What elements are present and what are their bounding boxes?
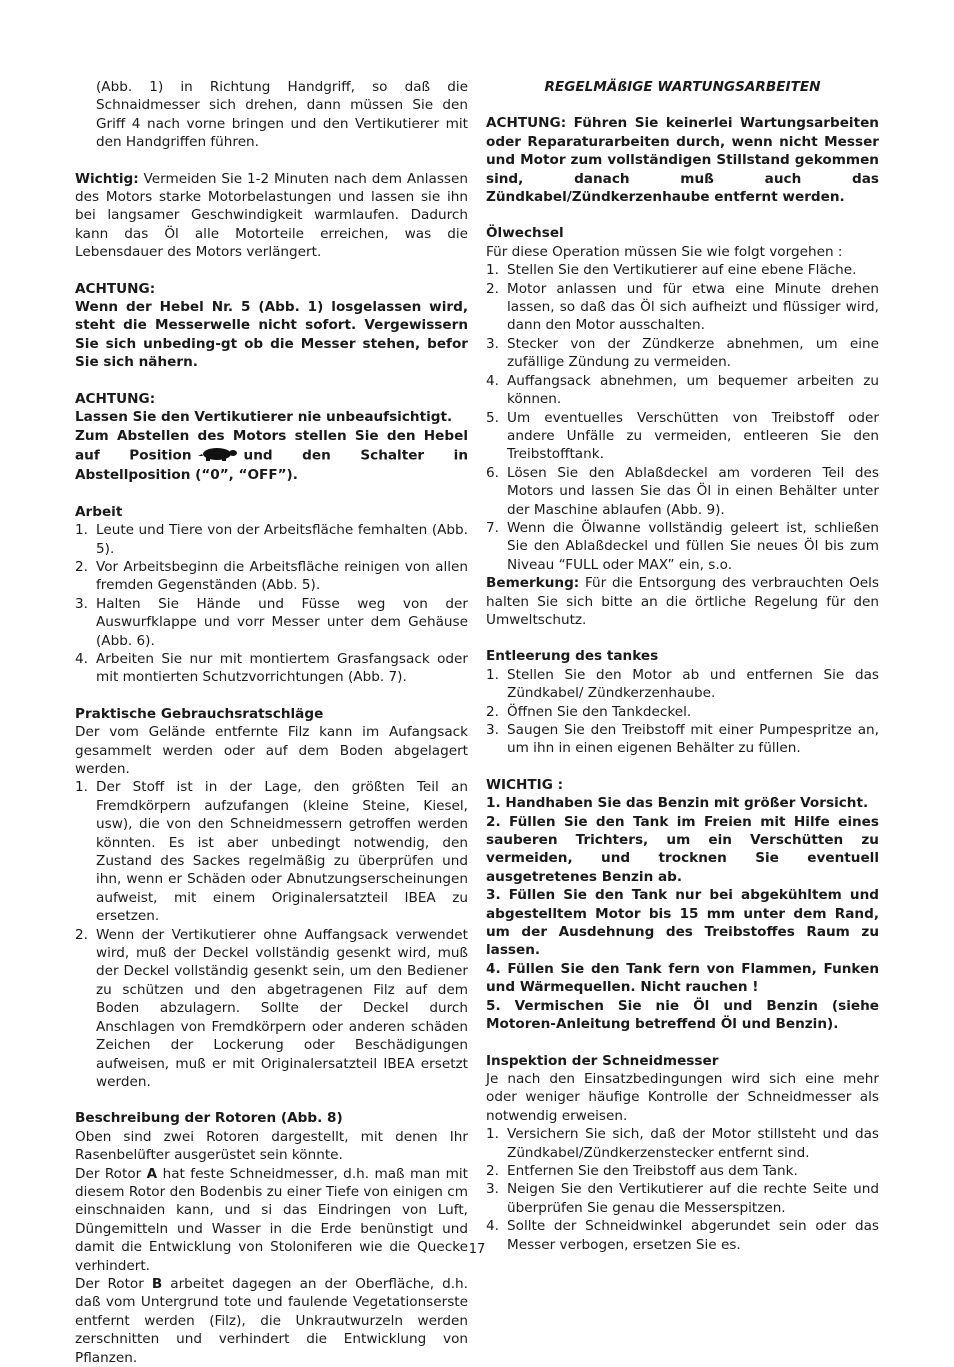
inspektion-list xyxy=(486,1125,879,1254)
oel-list xyxy=(486,261,879,574)
list-item: 6. Lösen Sie den Ablaßdeckel am vorderen Teil des Motors und lassen Sie das Öl in einen Behälter unter der Maschine ablaufen (Abb. 9). xyxy=(486,464,879,518)
list-item: 4. Auffangsack abnehmen, um bequemer arbeiten zu können. xyxy=(486,372,879,408)
list-item: 3. Stecker von der Zündkerze abnehmen, um eine zufällige Zündung zu vermeiden. xyxy=(486,335,879,371)
inspektion-intro: Je nach den Einsatzbedingungen wird sich eine mehr oder weniger häufige Kontrolle der Schneidmesser als notwendig erweisen. xyxy=(486,1070,879,1124)
oel-intro: Für diese Operation müssen Sie wie folgt vorgehen : xyxy=(486,243,843,260)
rotor-title: Beschreibung der Rotoren (Abb. 8) xyxy=(75,1110,343,1127)
achtung1-title: ACHTUNG: xyxy=(75,280,156,297)
list-item: 5. Um eventuelles Verschütten von Treibstoff oder andere Unfälle zu vermeiden, entleeren Sie den Treibstofftank. xyxy=(486,409,879,463)
praktisch-list xyxy=(75,778,468,1091)
achtung2-line2 xyxy=(75,427,468,485)
list-item: 2. Wenn der Vertikutierer ohne Auffangsack verwendet wird, muß der Deckel vollständig gesenkt wird, muß der Deckel vollständig gesenkt sein, um den Bediener zu schützen und den abgetragenen Filz auf dem Boden abzulagern. Sollte der Deckel durch Anschlagen von Fremdkörpern oder anderen schäden Zeichen der Lockerung oder Beschädigungen aufweisen, muß er mit Originalersatzteil IBEA ersetzt werden. xyxy=(75,926,468,1090)
wichtig-paragraph xyxy=(75,170,468,262)
praktisch-title: Praktische Gebrauchsratschläge xyxy=(75,705,324,722)
wichtig-text: Vermeiden Sie 1-2 Minuten nach dem Anlassen des Motors starke Motorbelastungen und lassen sie ihn bei langsamer Geschwindigkeit warmlaufen. Dadurch kann das Öl alle Motorteile erreichen, was die Lebensdauer des Motors verlängert. xyxy=(75,170,468,261)
list-item: 3. Neigen Sie den Vertikutierer auf die rechte Seite und überprüfen Sie genau die Messerspitzen. xyxy=(486,1181,879,1216)
achtung-paragraph: ACHTUNG: Führen Sie keinerlei Wartungsarbeiten oder Reparaturarbeiten durch, wenn nicht Messer und Motor zum vollständigen Stillstand gekommen sind, danach muß auch das Zündkabel/Zündkerzenhaube entfernt werden. xyxy=(486,115,879,206)
wichtig-item: 1. Handhaben Sie das Benzin mit größer Vorsicht. xyxy=(486,795,869,812)
oel-title: Ölwechsel xyxy=(486,225,564,242)
arbeit-title: Arbeit xyxy=(75,503,123,520)
achtung1-text: Wenn der Hebel Nr. 5 (Abb. 1) losgelassen wird, steht die Messerwelle nicht sofort. Vergewissern Sie sich unbeding-gt ob die Messer stehen, befor Sie sich nähern. xyxy=(75,299,468,371)
inspektion-title: Inspektion der Schneidmesser xyxy=(486,1052,719,1069)
arbeit-list xyxy=(75,521,468,687)
wichtig-item: 4. Füllen Sie den Tank fern von Flammen, Funken und Wärmequellen. Nicht rauchen ! xyxy=(486,960,879,996)
wichtig-label: Wichtig: xyxy=(75,170,139,187)
achtung2-line1: Lassen Sie den Vertikutierer nie unbeaufsichtigt. xyxy=(75,409,453,426)
list-item: 1. Stellen Sie den Motor ab und entfernen Sie das Zündkabel/ Zündkerzenhaube. xyxy=(486,666,879,702)
rotor-b-paragraph: Der Rotor B arbeitet dagegen an der Oberfläche, d.h. daß vom Untergrund tote und faulende Vegetationserste entfernt werden (Filz), die Unkrautwurzeln werden zerschnitten und verhindert die Entwicklung von Pflanzen. xyxy=(75,1275,468,1366)
rotor-a-paragraph: Der Rotor A hat feste Schneidmesser, d.h. maß man mit diesem Rotor den Bodenbis zu einer Tiefe von einigen cm einschnaiden kann, und si das Eindringen von Luft, Düngemitteln und Wasser in die Erde benünstigt und damit die Entwicklung von Stoloniferen wie die Quecke verhindert. xyxy=(75,1165,468,1274)
list-item: 3. Halten Sie Hände und Füsse weg von der Auswurfklappe und vorr Messer unter dem Gehäuse (Abb. 6). xyxy=(75,595,468,649)
wichtig-item: 5. Vermischen Sie nie Öl und Benzin (siehe Motoren-Anleitung betreffend Öl und Benzin). xyxy=(486,997,879,1033)
achtung2-line2b: und den Schalter in Abstellposition (“0”, “OFF”). xyxy=(75,447,469,484)
page-number: 17 xyxy=(468,1242,486,1257)
right-column xyxy=(486,78,879,1254)
praktisch-intro: Der vom Gelände entfernte Filz kann im Aufangsack gesammelt werden oder auf dem Boden abgelagert werden. xyxy=(75,724,468,777)
list-item: 1. Leute und Tiere von der Arbeitsfläche femhalten (Abb. 5). xyxy=(75,522,468,557)
list-item: 3. Saugen Sie den Treibstoff mit einer Pumpespritze an, um ihn in einen eigenen Behälter zu füllen. xyxy=(486,722,879,757)
tank-list xyxy=(486,666,879,758)
wichtig-item: 2. Füllen Sie den Tank im Freien mit Hilfe eines sauberen Trichters, um ein Verschütten zu vermeiden, und trocknen Sie eventuell ausgetretenes Benzin ab. xyxy=(486,813,879,885)
list-item: 1. Stellen Sie den Vertikutierer auf eine ebene Fläche. xyxy=(486,262,857,279)
bemerkung-paragraph: Bemerkung: Für die Entsorgung des verbrauchten Oels halten Sie sich bitte an die örtliche Regelung für den Umweltschutz. xyxy=(486,575,879,628)
list-item: 7. Wenn die Ölwanne vollständig geleert ist, schließen Sie den Ablaßdeckel und füllen Sie neues Öl bis zum Niveau “FULL oder MAX” ein, s.o. xyxy=(486,519,879,573)
turtle-icon xyxy=(198,445,238,466)
list-item: 2. Entfernen Sie den Treibstoff aus dem Tank. xyxy=(486,1162,798,1179)
wichtig-item: 3. Füllen Sie den Tank nur bei abgekühltem und abgestelltem Motor bis 15 mm unter dem Rand, um der Ausdehnung des Treibstoffes Raum zu lassen. xyxy=(486,887,879,959)
rotor-paragraph-1: Oben sind zwei Rotoren dargestellt, mit denen Ihr Rasenbelüfter ausgerüstet sein könnte. xyxy=(75,1128,468,1164)
list-item: 2. Öffnen Sie den Tankdeckel. xyxy=(486,703,692,720)
tank-title: Entleerung des tankes xyxy=(486,648,659,665)
left-column xyxy=(75,78,468,1367)
intro-paragraph: (Abb. 1) in Richtung Handgriff, so daß die Schnaidmesser sich drehen, dann müssen Sie den Griff 4 nach vorne bringen und den Vertikutierer mit den Handgriffen führen. xyxy=(96,79,468,151)
list-item: 1. Der Stoff ist in der Lage, den größten Teil an Fremdkörpern aufzufangen (kleine Steine, Kiesel, usw), die von den Schneidmessern getroffen werden könnten. Es ist aber unbedingt notwendig, den Zustand des Sackes regelmäßig zu überprüfen und ihn, wenn er Schäden oder Abnutzungserscheinungen aufweist, mit einem Originalersatzteil IBEA zu ersetzen. xyxy=(75,779,468,925)
list-item: 2. Motor anlassen und für etwa eine Minute drehen lassen, so daß das Öl sich aufheizt und flüssiger wird, dann den Motor ausschalten. xyxy=(486,280,879,334)
wichtig-title: WICHTIG : xyxy=(486,776,564,793)
list-item: 2. Vor Arbeitsbeginn die Arbeitsfläche reinigen von allen fremden Gegenständen (Abb. 5). xyxy=(75,558,468,594)
list-item: 4. Sollte der Schneidwinkel abgerundet sein oder das Messer verbogen, ersetzen Sie es. xyxy=(486,1218,879,1253)
section-title: REGELMÄßIGE WARTUNGSARBEITEN xyxy=(544,79,821,95)
achtung2-line2a: Zum Abstellen des Motors stellen Sie den Hebel auf Position xyxy=(75,427,468,464)
achtung2-title: ACHTUNG: xyxy=(75,390,156,407)
list-item: 4. Arbeiten Sie nur mit montiertem Grasfangsack oder mit montierten Schutzvorrichtungen (Abb. 7). xyxy=(75,650,468,686)
list-item: 1. Versichern Sie sich, daß der Motor stillsteht und das Zündkabel/Zündkerzenstecker entfernt sind. xyxy=(486,1126,879,1161)
